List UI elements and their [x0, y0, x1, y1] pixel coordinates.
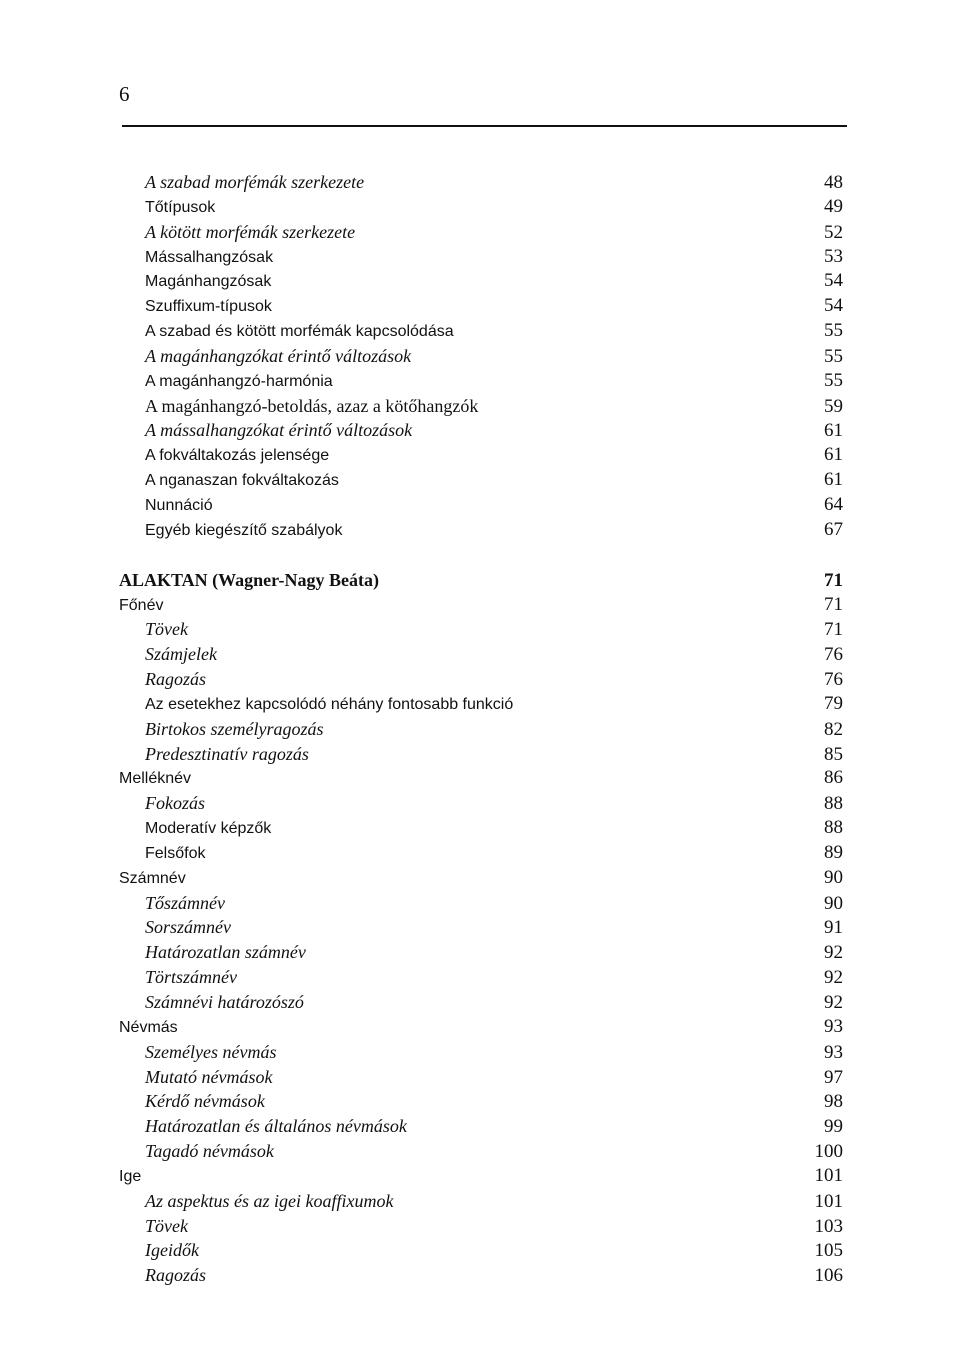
toc-entry-title: Ragozás: [145, 669, 207, 690]
toc-entry-title: Az esetekhez kapcsolódó néhány fontosabb funkció: [145, 695, 514, 713]
toc-entry-page: 49: [824, 195, 843, 217]
toc-entry: [119, 990, 843, 1015]
toc-entry-page: 90: [824, 866, 843, 888]
toc-entry: [119, 1189, 843, 1214]
toc-entry-page: 106: [814, 1265, 843, 1287]
toc-entry-page: 54: [824, 270, 843, 292]
toc-entry-title: A magánhangzókat érintő változások: [145, 345, 412, 366]
toc-entry-title: Melléknév: [119, 770, 192, 788]
toc-entry-title: A szabad morfémák szerkezete: [145, 172, 365, 192]
toc-entry: [119, 170, 843, 195]
toc-entry: [119, 294, 843, 319]
toc-entry-page: 92: [824, 942, 843, 964]
toc-entry: [119, 1065, 843, 1090]
toc-entry-title: ALAKTAN (Wagner-Nagy Beáta): [119, 569, 379, 590]
toc-entry-title: Nunnáció: [145, 496, 213, 514]
toc-entry-page: 99: [824, 1116, 843, 1138]
toc-entry-title: Főnév: [119, 596, 164, 614]
toc-entry-page: 97: [824, 1066, 843, 1088]
toc-entry: [119, 965, 843, 990]
toc-entry-page: 93: [824, 1015, 843, 1037]
toc-entry-page: 53: [824, 245, 843, 267]
header-rule: [122, 125, 847, 127]
toc-entry-title: Számnév: [119, 869, 186, 887]
toc-entry: [119, 742, 843, 767]
toc-entry: [119, 220, 843, 245]
toc-entry: [119, 1214, 843, 1239]
toc-entry-page: 71: [824, 619, 843, 641]
toc-entry-title: Tagadó névmások: [145, 1141, 274, 1162]
toc-entry-title: A nganaszan fokváltakozás: [145, 472, 339, 490]
toc-entry: [119, 891, 843, 916]
toc-entry-title: Ige: [119, 1167, 142, 1185]
toc-entry-title: A szabad és kötött morfémák kapcsolódása: [145, 323, 454, 341]
toc-entry-title: Sorszámnév: [145, 917, 231, 938]
toc-entry-title: Felsőfok: [145, 844, 206, 862]
toc-entry-title: A magánhangzó-harmónia: [145, 372, 333, 390]
toc-entry-page: 105: [814, 1240, 843, 1262]
toc-entry: [119, 940, 843, 965]
toc-entry-page: 89: [824, 841, 843, 863]
toc-entry: [119, 692, 843, 717]
toc-entry-title: Kérdő névmások: [145, 1091, 265, 1112]
toc-entry-title: Moderatív képzők: [145, 820, 272, 838]
toc-entry: [119, 1164, 843, 1189]
toc-entry-title: A fokváltakozás jelensége: [145, 447, 330, 465]
toc-entry-title: Tőtípusok: [145, 198, 216, 216]
toc-entry-page: 90: [824, 892, 843, 914]
toc-entry: [119, 816, 843, 841]
toc-entry: [119, 443, 843, 468]
toc-entry-page: 61: [824, 444, 843, 466]
toc-entry: [119, 791, 843, 816]
toc-entry: [119, 915, 843, 940]
toc-entry-title: Az aspektus és az igei koaffixumok: [145, 1190, 394, 1211]
toc-entry: [119, 717, 843, 742]
toc-entry: [119, 642, 843, 667]
toc-entry: [119, 369, 843, 394]
toc-entry-page: 98: [824, 1091, 843, 1113]
toc-entry-page: 82: [824, 718, 843, 740]
toc-entry: [119, 245, 843, 270]
toc-entry: [119, 841, 843, 866]
table-of-contents: [119, 170, 843, 1288]
toc-entry: [119, 568, 843, 593]
toc-entry-title: Névmás: [119, 1018, 178, 1036]
toc-entry-page: 92: [824, 992, 843, 1013]
toc-entry-page: 76: [824, 669, 843, 691]
toc-entry-page: 103: [814, 1215, 843, 1237]
toc-entry-title: Határozatlan és általános névmások: [145, 1116, 407, 1137]
toc-entry-page: 76: [824, 644, 843, 666]
toc-entry-page: 85: [824, 743, 843, 765]
toc-entry: [119, 319, 843, 344]
toc-entry-page: 71: [824, 569, 843, 591]
toc-entry-title: A mássalhangzókat érintő változások: [145, 420, 413, 441]
toc-entry-title: Tövek: [145, 619, 188, 640]
toc-entry-title: Tövek: [145, 1215, 188, 1236]
toc-entry: [119, 394, 843, 419]
toc-entry-page: 86: [824, 767, 843, 789]
toc-entry-title: Tőszámnév: [145, 892, 225, 913]
toc-entry: [119, 1015, 843, 1040]
toc-entry-title: Magánhangzósak: [145, 273, 272, 291]
toc-entry-title: Személyes névmás: [145, 1041, 277, 1062]
toc-entry-page: 101: [814, 1164, 843, 1186]
toc-entry-title: Birtokos személyragozás: [145, 718, 324, 739]
toc-entry: [119, 518, 843, 543]
toc-entry-title: Mutató névmások: [145, 1066, 273, 1087]
toc-entry-page: 101: [814, 1190, 843, 1212]
toc-entry: [119, 344, 843, 369]
toc-entry: [119, 195, 843, 220]
toc-entry: [119, 593, 843, 618]
toc-entry: [119, 493, 843, 518]
toc-entry-title: A kötött morfémák szerkezete: [145, 221, 356, 242]
toc-entry-page: 91: [824, 917, 843, 939]
toc-entry-page: 61: [824, 469, 843, 491]
toc-entry-title: Fokozás: [145, 793, 205, 814]
toc-entry-page: 93: [824, 1041, 843, 1063]
toc-entry-page: 59: [824, 395, 843, 417]
toc-entry: [119, 269, 843, 294]
page-number: 6: [119, 82, 130, 106]
toc-entry-page: 61: [824, 420, 843, 442]
toc-entry-title: Törtszámnév: [145, 967, 238, 988]
toc-entry-title: Határozatlan számnév: [145, 942, 306, 963]
toc-entry-page: 100: [814, 1141, 843, 1163]
toc-entry-title: Mássalhangzósak: [145, 248, 274, 266]
toc-entry: [119, 866, 843, 891]
toc-entry-title: Számnévi határozószó: [145, 992, 304, 1012]
toc-entry: [119, 617, 843, 642]
toc-entry: [119, 1263, 843, 1288]
toc-entry-title: Szuffixum-típusok: [145, 298, 272, 316]
toc-entry-page: 88: [824, 817, 843, 839]
toc-entry: [119, 1040, 843, 1065]
toc-entry-page: 52: [824, 221, 843, 243]
toc-entry-page: 92: [824, 967, 843, 989]
toc-entry-page: 55: [824, 369, 843, 391]
toc-entry-page: 64: [824, 493, 843, 515]
toc-entry: [119, 1089, 843, 1114]
toc-entry: [119, 667, 843, 692]
toc-entry-page: 54: [824, 295, 843, 317]
toc-entry-page: 88: [824, 793, 843, 815]
toc-entry-page: 67: [824, 518, 843, 540]
toc-entry: [119, 1238, 843, 1263]
toc-entry-title: Igeidők: [145, 1240, 199, 1261]
toc-entry: [119, 766, 843, 791]
toc-entry-page: 48: [824, 172, 843, 193]
toc-entry: [119, 418, 843, 443]
toc-entry: [119, 468, 843, 493]
toc-entry: [119, 1114, 843, 1139]
toc-entry-title: Számjelek: [145, 644, 217, 665]
toc-entry-title: A magánhangzó-betoldás, azaz a kötőhangzók: [145, 395, 479, 416]
toc-entry-title: Predesztinatív ragozás: [145, 743, 309, 764]
toc-entry-page: 55: [824, 320, 843, 342]
toc-entry: [119, 1139, 843, 1164]
toc-entry-page: 55: [824, 345, 843, 367]
toc-entry-title: Ragozás: [145, 1265, 207, 1286]
toc-entry-title: Egyéb kiegészítő szabályok: [145, 521, 343, 539]
toc-entry-page: 71: [824, 593, 843, 615]
toc-entry-page: 79: [824, 692, 843, 714]
